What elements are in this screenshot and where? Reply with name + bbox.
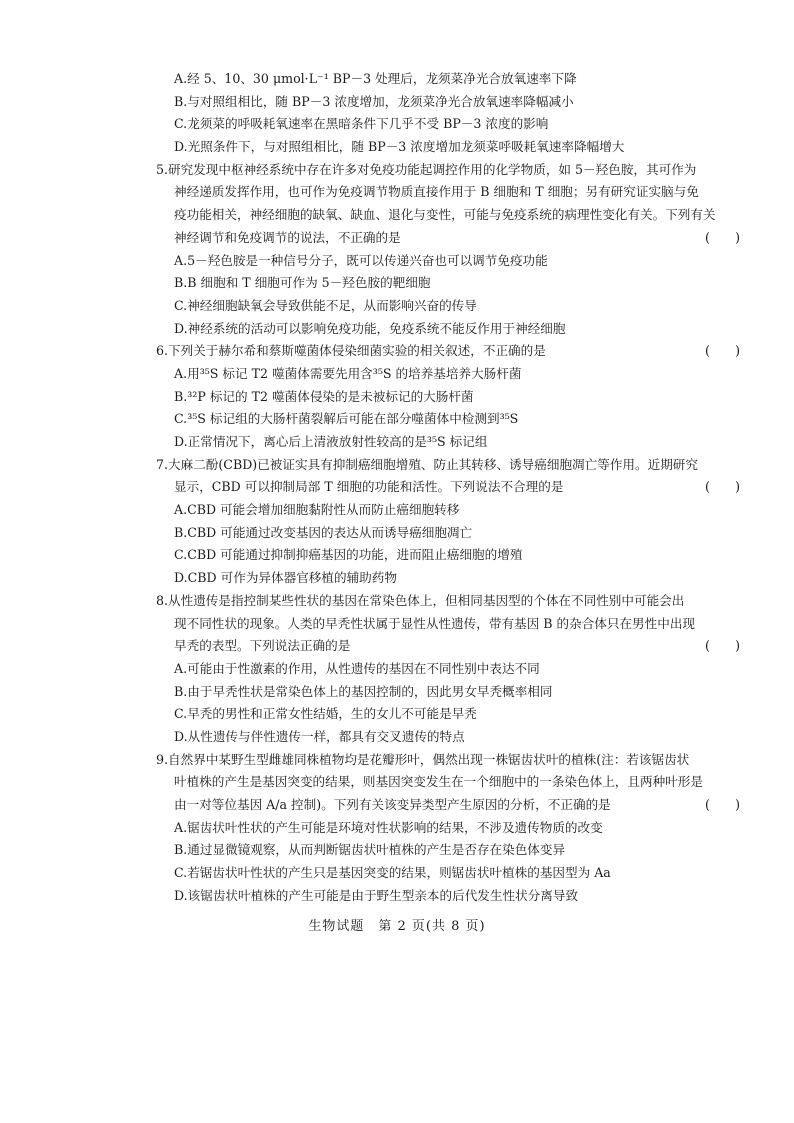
q7-answer-paren: ( ) <box>704 479 740 495</box>
q9-option-d: D.该锯齿状叶植株的产生可能是由于野生型亲本的后代发生性状分离导致 <box>174 887 579 903</box>
q6-option-d: D.正常情况下，离心后上清液放射性较高的是³⁵S 标记组 <box>174 434 488 449</box>
q6-option-c: C.³⁵S 标记组的大肠杆菌裂解后可能在部分噬菌体中检测到³⁵S <box>174 411 519 427</box>
q8-stem-line-1: 8.从性遗传是指控制某些性状的基因在常染色体上，但相同基因型的个体在不同性别中可能会出 <box>156 592 685 608</box>
q4-option-b: B.与对照组相比，随 BP－3 浓度增加，龙须菜净光合放氧速率降幅减小 <box>174 93 574 109</box>
q4-option-d: D.光照条件下，与对照组相比，随 BP－3 浓度增加龙须菜呼吸耗氧速率降幅增大 <box>174 139 625 155</box>
q6-option-b: B.³²P 标记的 T2 噬菌体侵染的是未被标记的大肠杆菌 <box>174 388 474 404</box>
q5-option-d: D.神经系统的活动可以影响免疫功能，免疫系统不能反作用于神经细胞 <box>174 320 566 336</box>
q8-option-a: A.可能由于性激素的作用，从性遗传的基因在不同性别中表达不同 <box>174 660 540 676</box>
q5-stem-line-4 <box>140 227 750 250</box>
q8-option-d: D.从性遗传与伴性遗传一样，都具有交叉遗传的特点 <box>174 728 465 744</box>
q7-stem-line-2 <box>140 476 750 499</box>
q5-stem-line-3: 疫功能相关，神经细胞的缺氧、缺血、退化与变性，可能与免疫系统的病理性变化有关。下列有关 <box>174 207 716 223</box>
q8-option-b: B.由于早秃性状是常染色体上的基因控制的，因此男女早秃概率相同 <box>174 683 553 699</box>
q9-answer-paren: ( ) <box>704 797 740 812</box>
q6-stem-line-1 <box>140 340 750 363</box>
q7-stem-text: 显示，CBD 可以抑制局部 T 细胞的功能和活性。下列说法不合理的是 <box>174 479 564 495</box>
q5-stem-text: 神经调节和免疫调节的说法，不正确的是 <box>174 229 401 245</box>
q7-option-c: C.CBD 可能通过抑制抑癌基因的功能，进而阻止癌细胞的增殖 <box>174 547 523 563</box>
q8-option-c: C.早秃的男性和正常女性结婚，生的女儿不可能是早秃 <box>174 706 477 722</box>
q9-option-b: B.通过显微镜观察，从而判断锯齿状叶植株的产生是否存在染色体变异 <box>174 842 566 858</box>
q6-stem-text: 6.下列关于赫尔希和蔡斯噬菌体侵染细菌实验的相关叙述，不正确的是 <box>156 343 546 359</box>
q9-option-a: A.锯齿状叶性状的产生可能是环境对性状影响的结果，不涉及遗传物质的改变 <box>174 819 603 835</box>
q9-stem-text: 由一对等位基因 A/a 控制)。下列有关该变异类型产生原因的分析，不正确的是 <box>174 797 611 812</box>
q6-answer-paren: ( ) <box>704 343 740 359</box>
q5-option-c: C.神经细胞缺氧会导致供能不足，从而影响兴奋的传导 <box>174 297 477 313</box>
q5-stem-line-1: 5.研究发现中枢神经系统中存在许多对免疫功能起调控作用的化学物质，如 5－羟色胺，其可作为 <box>156 161 697 177</box>
q7-stem-line-1: 7.大麻二酚(CBD)已被证实具有抑制癌细胞增殖、防止其转移、诱导癌细胞凋亡等作用。近期研究 <box>156 456 698 472</box>
q9-stem-line-3 <box>140 794 750 817</box>
q7-option-d: D.CBD 可作为异体器官移植的辅助药物 <box>174 570 397 586</box>
q5-option-a: A.5－羟色胺是一种信号分子，既可以传递兴奋也可以调节免疫功能 <box>174 252 548 268</box>
q8-stem-text: 早秃的表型。下列说法正确的是 <box>174 638 351 654</box>
q5-option-b: B.B 细胞和 T 细胞可作为 5－羟色胺的靶细胞 <box>174 275 431 291</box>
q7-option-a: A.CBD 可能会增加细胞黏附性从而防止癌细胞转移 <box>174 502 460 518</box>
q4-option-a: A.经 5、10、30 μmol·L⁻¹ BP－3 处理后，龙须菜净光合放氧速率下降 <box>174 71 577 86</box>
q5-answer-paren: ( ) <box>704 229 740 245</box>
q4-option-c: C.龙须菜的呼吸耗氧速率在黑暗条件下几乎不受 BP－3 浓度的影响 <box>174 116 549 132</box>
q9-stem-line-1: 9.自然界中某野生型雌雄同株植物均是花瓣形叶，偶然出现一株锯齿状叶的植株(注：若该锯齿状 <box>156 751 690 767</box>
q9-stem-line-2: 叶植株的产生是基因突变的结果，则基因突变发生在一个细胞中的一条染色体上，且两种叶形是 <box>174 774 703 790</box>
q7-option-b: B.CBD 可能通过改变基因的表达从而诱导癌细胞凋亡 <box>174 524 473 540</box>
q6-option-a: A.用³⁵S 标记 T2 噬菌体需要先用含³⁵S 的培养基培养大肠杆菌 <box>174 365 522 381</box>
q8-stem-line-2: 现不同性状的现象。人类的早秃性状属于显性从性遗传，带有基因 B 的杂合体只在男性中出现 <box>174 615 696 631</box>
question-content <box>140 68 750 907</box>
q5-stem-line-2: 神经递质发挥作用，也可作为免疫调节物质直接作用于 B 细胞和 T 细胞；另有研究证实脑与免 <box>174 184 699 200</box>
q8-stem-line-3 <box>140 635 750 658</box>
page-footer: 生物试题 第 2 页(共 8 页) <box>308 919 486 934</box>
q8-answer-paren: ( ) <box>704 638 740 654</box>
q9-option-c: C.若锯齿状叶性状的产生只是基因突变的结果，则锯齿状叶植株的基因型为 Aa <box>174 865 611 881</box>
